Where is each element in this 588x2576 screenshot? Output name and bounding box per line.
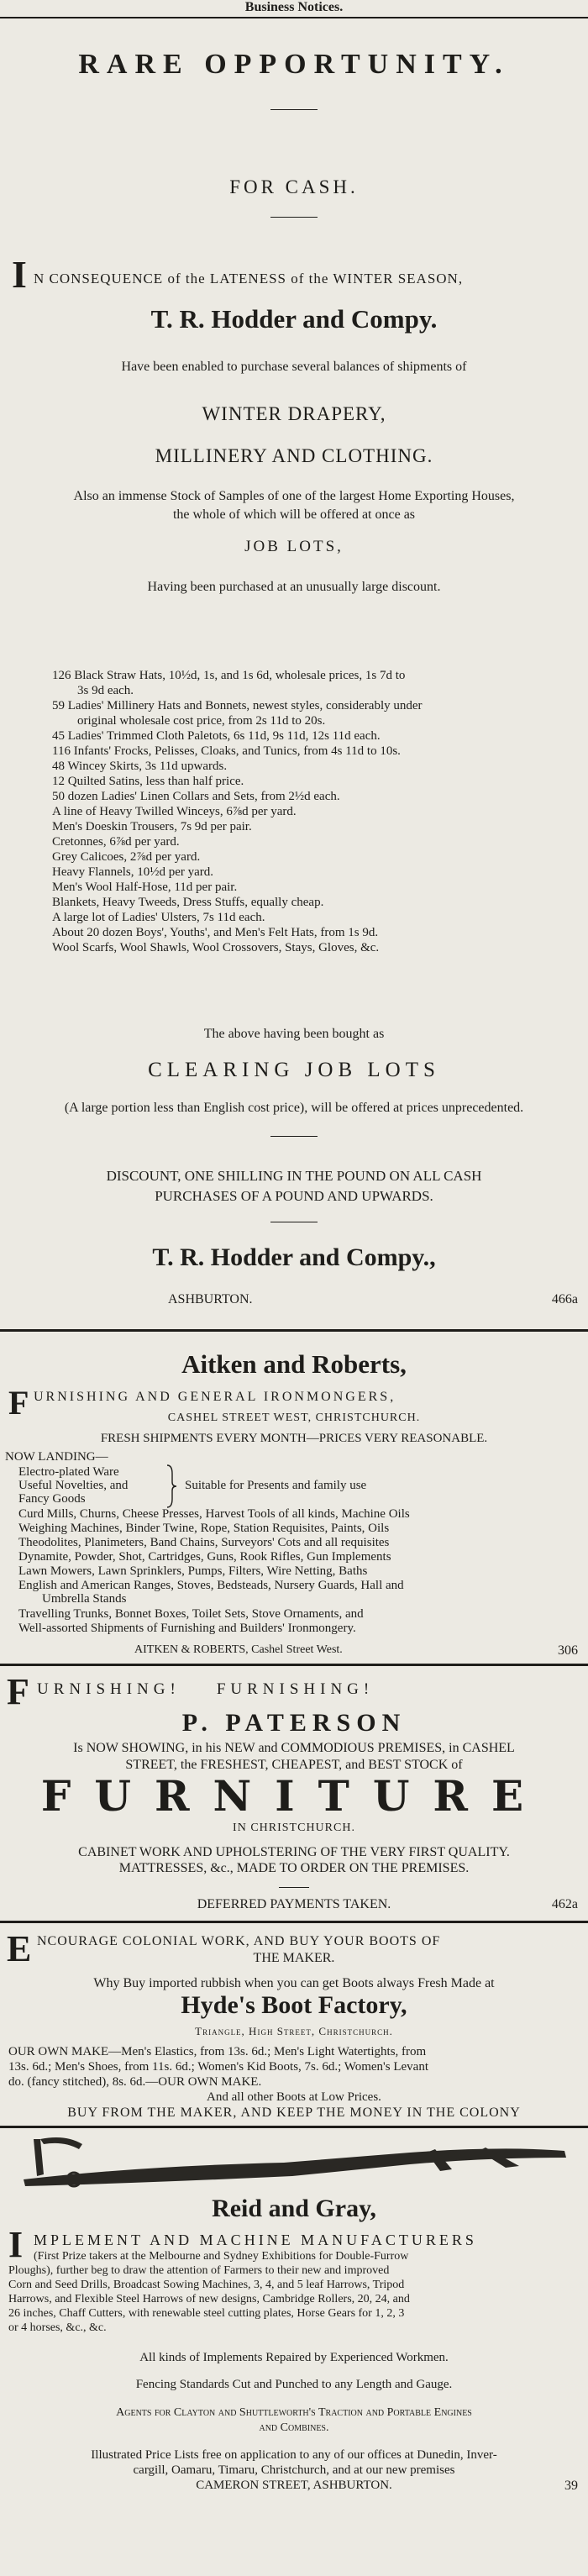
millinery-clothing: MILLINERY AND CLOTHING. xyxy=(155,445,433,466)
hyde-prices-2: 13s. 6d.; Men's Shoes, from 11s. 6d.; Women's Kid Boots, 7s. 6d.; Women's Levant xyxy=(8,2060,428,2074)
list-item: About 20 dozen Boys', Youths', and Men's Felt Hats, from 1s 9d. xyxy=(52,926,379,939)
hyde-line-1: NCOURAGE COLONIAL WORK, AND BUY YOUR BOOTS OF xyxy=(37,1934,441,1948)
list-item: Well-assorted Shipments of Furnishing and Builders' Ironmongery. xyxy=(18,1622,356,1635)
reid-street: CAMERON STREET, ASHBURTON. xyxy=(196,2479,392,2492)
hodder-purchased: Having been purchased at an unusually large discount. xyxy=(147,580,441,594)
list-item: Weighing Machines, Binder Twine, Rope, Station Requisites, Paints, Oils xyxy=(18,1522,390,1535)
paterson-deferred: DEFERRED PAYMENTS TAKEN. xyxy=(197,1897,391,1911)
list-item: 3s 9d each. xyxy=(77,684,134,697)
hyde-prices-4: And all other Boots at Low Prices. xyxy=(207,2090,381,2104)
reid-trade: MPLEMENT AND MACHINE MANUFACTURERS xyxy=(34,2232,477,2248)
hyde-address: Triangle, High Street, Christchurch. xyxy=(195,2025,393,2037)
list-item: Heavy Flannels, 10½d per yard. xyxy=(52,865,214,879)
list-item: original wholesale cost price, from 2s 11d to 20s. xyxy=(77,714,326,728)
list-item: Blankets, Heavy Tweeds, Dress Stuffs, equally cheap. xyxy=(52,896,324,909)
hyde-line-2: THE MAKER. xyxy=(253,1951,335,1965)
aitken-title: Aitken and Roberts, xyxy=(181,1349,407,1379)
reid-title: Reid and Gray, xyxy=(212,2195,376,2222)
paterson-line-2: STREET, the FRESHEST, CHEAPEST, and BEST STOCK of xyxy=(125,1758,463,1772)
list-item: Travelling Trunks, Bonnet Boxes, Toilet Sets, Stove Ornaments, and xyxy=(18,1607,364,1621)
list-item: Wool Scarfs, Wool Shawls, Wool Crossovers, Stays, Gloves, &c. xyxy=(52,941,380,954)
aitken-address: CASHEL STREET WEST, CHRISTCHURCH. xyxy=(167,1412,421,1424)
list-item: A large lot of Ladies' Ulsters, 7s 11d each. xyxy=(52,911,265,924)
list-item: Men's Doeskin Trousers, 7s 9d per pair. xyxy=(52,820,252,833)
plough-illustration xyxy=(15,2132,573,2191)
paterson-city: IN CHRISTCHURCH. xyxy=(233,1822,355,1834)
hodder-drop-cap: I xyxy=(12,253,27,296)
discount-line-1: DISCOUNT, ONE SHILLING IN THE POUND ON ALL CASH xyxy=(106,1168,482,1184)
aitken-drop-cap: F xyxy=(8,1384,29,1422)
aitken-bracket-item: Useful Novelties, and xyxy=(18,1479,129,1492)
divider xyxy=(270,109,318,110)
aitken-trade: URNISHING AND GENERAL IRONMONGERS, xyxy=(34,1390,396,1404)
list-item: 45 Ladies' Trimmed Cloth Paletots, 6s 11d, 9s 11d, 12s 11d each. xyxy=(52,729,381,743)
list-item: Dynamite, Powder, Shot, Cartridges, Guns, Rook Rifles, Gun Implements xyxy=(18,1550,391,1564)
hyde-buy: BUY FROM THE MAKER, AND KEEP THE MONEY IN THE COLONY xyxy=(67,2105,521,2120)
list-item: 26 inches, Chaff Cutters, with renewable steel cutting plates, Horse Gears for 1, 2, 3 xyxy=(8,2307,405,2320)
list-item: Grey Calicoes, 2⅞d per yard. xyxy=(52,850,201,864)
ad-ref: 462a xyxy=(551,1897,578,1911)
list-item: English and American Ranges, Stoves, Bedsteads, Nursery Guards, Hall and xyxy=(18,1579,404,1592)
divider xyxy=(270,217,318,218)
aitken-landing: NOW LANDING— xyxy=(5,1450,108,1464)
aitken-fresh: FRESH SHIPMENTS EVERY MONTH—PRICES VERY REASONABLE. xyxy=(100,1432,488,1445)
section-rule xyxy=(0,2126,588,2128)
reid-agents-2: and Combines. xyxy=(259,2421,329,2434)
for-cash: FOR CASH. xyxy=(229,176,359,197)
list-item: 12 Quilted Satins, less than half price. xyxy=(52,775,244,788)
section-rule xyxy=(0,1921,588,1923)
section-rule xyxy=(0,1664,588,1666)
hodder-offered: (A large portion less than English cost price), will be offered at prices unprecedented. xyxy=(64,1101,524,1115)
paterson-line-1: Is NOW SHOWING, in his NEW and COMMODIOUS PREMISES, in CASHEL xyxy=(73,1741,515,1755)
section-rule xyxy=(0,1329,588,1332)
hodder-also-2: the whole of which will be offered at once as xyxy=(172,507,416,522)
hodder-also-1: Also an immense Stock of Samples of one of the largest Home Exporting Houses, xyxy=(73,489,515,503)
page-header: Business Notices. xyxy=(244,0,344,14)
hodder-intro: N CONSEQUENCE of the LATENESS of the WINTER SEASON, xyxy=(34,271,464,287)
aitken-bracket-item: Electro-plated Ware xyxy=(18,1465,119,1479)
aitken-sign: AITKEN & ROBERTS, Cashel Street West. xyxy=(134,1643,343,1656)
hyde-name: Hyde's Boot Factory, xyxy=(181,1991,407,2019)
furniture-display: FURNITURE xyxy=(40,1771,548,1821)
header-rule xyxy=(0,17,588,18)
winter-drapery: WINTER DRAPERY, xyxy=(202,403,386,424)
paterson-cabinet-2: MATTRESSES, &c., MADE TO ORDER ON THE PREMISES. xyxy=(118,1861,470,1875)
hodder-town: ASHBURTON. xyxy=(168,1292,253,1306)
list-item: (First Prize takers at the Melbourne and Sydney Exhibitions for Double-Furrow xyxy=(34,2250,409,2263)
list-item: Curd Mills, Churns, Cheese Presses, Harvest Tools of all kinds, Machine Oils xyxy=(18,1507,410,1521)
brace-icon xyxy=(165,1464,178,1509)
list-item: or 4 horses, &c., &c. xyxy=(8,2321,107,2334)
list-item: 126 Black Straw Hats, 10½d, 1s, and 1s 6d, wholesale prices, 1s 7d to xyxy=(52,669,406,682)
list-item: Lawn Mowers, Lawn Sprinklers, Pumps, Filters, Wire Netting, Baths xyxy=(18,1564,368,1578)
job-lots: JOB LOTS, xyxy=(244,538,344,555)
reid-illustrated-2: cargill, Oamaru, Timaru, Christchurch, and at our new premises xyxy=(133,2463,455,2477)
paterson-cabinet-1: CABINET WORK AND UPHOLSTERING OF THE VERY FIRST QUALITY. xyxy=(78,1845,510,1859)
paterson-slogan: URNISHING! FURNISHING! xyxy=(37,1680,375,1698)
ad-ref: 466a xyxy=(551,1292,578,1306)
hyde-drop-cap: E xyxy=(7,1928,32,1969)
hodder-enabled: Have been enabled to purchase several balances of shipments of xyxy=(121,360,467,374)
discount-line-2: PURCHASES OF A POUND AND UPWARDS. xyxy=(155,1188,433,1204)
list-item: 48 Wincey Skirts, 3s 11d upwards. xyxy=(52,760,228,773)
divider xyxy=(270,1136,318,1137)
list-item: Ploughs), further beg to draw the attention of Farmers to their new and improved xyxy=(8,2264,390,2277)
reid-repairs: All kinds of Implements Repaired by Experienced Workmen. xyxy=(139,2351,449,2364)
list-item: 59 Ladies' Millinery Hats and Bonnets, newest styles, considerably under xyxy=(52,699,423,712)
reid-agents-1: Agents for Clayton and Shuttleworth's Traction and Portable Engines xyxy=(116,2406,472,2419)
aitken-bracket-item: Fancy Goods xyxy=(18,1492,86,1506)
clearing-job-lots: CLEARING JOB LOTS xyxy=(148,1059,440,1081)
list-item: Corn and Seed Drills, Broadcast Sowing Machines, 3, 4, and 5 leaf Harrows, Tripod xyxy=(8,2279,405,2291)
reid-drop-cap: I xyxy=(8,2224,24,2265)
list-item: 50 dozen Ladies' Linen Collars and Sets, from 2½d each. xyxy=(52,790,340,803)
list-item: A line of Heavy Twilled Winceys, 6⅞d per yard. xyxy=(52,805,297,818)
list-item: 116 Infants' Frocks, Pelisses, Cloaks, and Tunics, from 4s 11d to 10s. xyxy=(52,744,401,758)
hyde-prices-3: do. (fancy stitched), 8s. 6d.—OUR OWN MAKE. xyxy=(8,2075,262,2089)
reid-illustrated-1: Illustrated Price Lists free on application to any of our offices at Dunedin, Inver- xyxy=(91,2448,497,2462)
divider xyxy=(279,1887,309,1888)
reid-fencing: Fencing Standards Cut and Punched to any Length and Gauge. xyxy=(135,2378,453,2391)
hodder-firm: T. R. Hodder and Compy. xyxy=(150,304,438,334)
hodder-firm-sign: T. R. Hodder and Compy., xyxy=(152,1243,436,1271)
hodder-bought: The above having been bought as xyxy=(203,1027,385,1041)
hodder-headline: RARE OPPORTUNITY. xyxy=(78,49,510,80)
paterson-drop-cap: F xyxy=(7,1671,29,1712)
list-item: Umbrella Stands xyxy=(42,1592,127,1606)
list-item: Theodolites, Planimeters, Band Chains, Surveyors' Cots and all requisites xyxy=(18,1536,390,1549)
list-item: Harrows, and Flexible Steel Harrows of new designs, Cambridge Rollers, 20, 24, and xyxy=(8,2293,410,2305)
hyde-why: Why Buy imported rubbish when you can get Boots always Fresh Made at xyxy=(93,1976,495,1990)
ad-ref: 39 xyxy=(564,2479,578,2493)
list-item: Men's Wool Half-Hose, 11d per pair. xyxy=(52,881,238,894)
hyde-prices-1: OUR OWN MAKE—Men's Elastics, from 13s. 6d.; Men's Light Watertights, from xyxy=(8,2045,427,2058)
paterson-name: P. PATERSON xyxy=(181,1709,407,1737)
aitken-suitable: Suitable for Presents and family use xyxy=(185,1479,367,1492)
ad-ref: 306 xyxy=(558,1643,578,1658)
list-item: Cretonnes, 6⅞d per yard. xyxy=(52,835,180,849)
